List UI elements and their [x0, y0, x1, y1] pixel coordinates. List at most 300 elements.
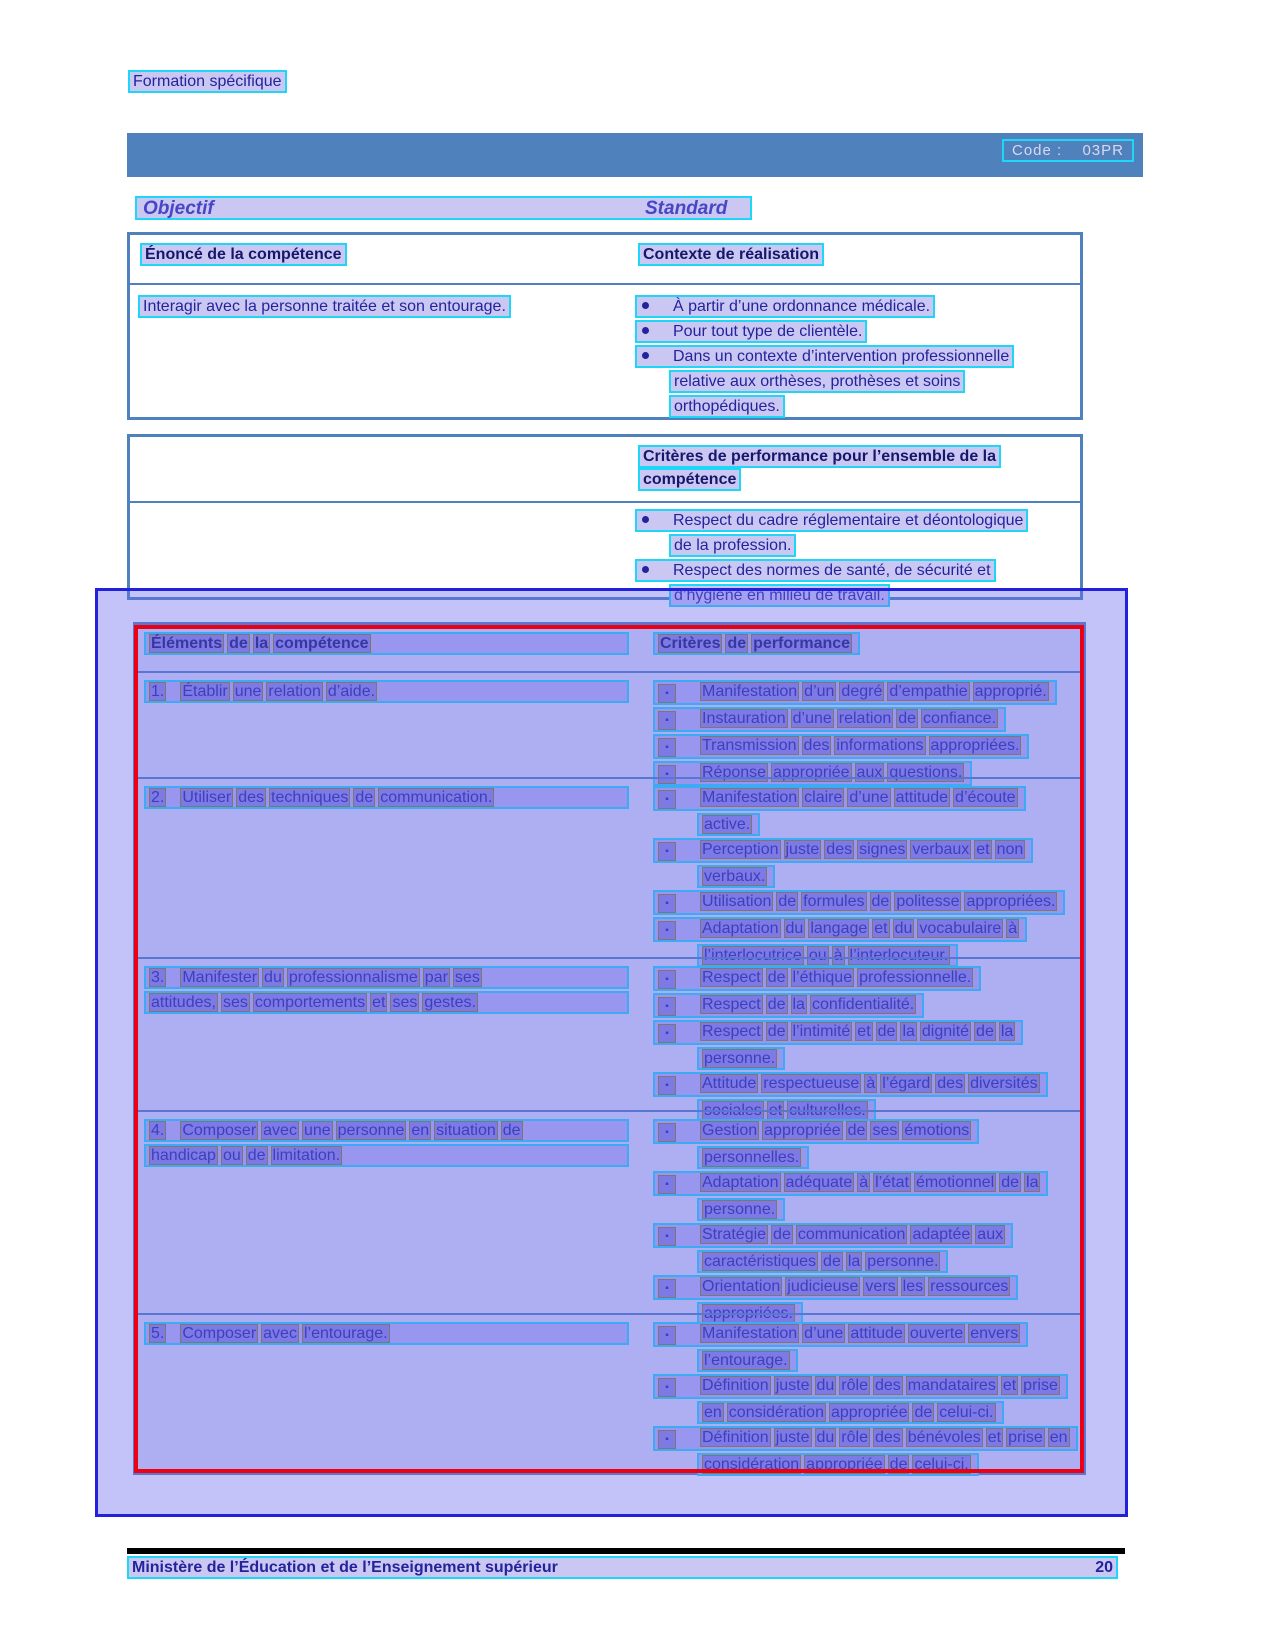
bullet-icon: ▪ [658, 1123, 676, 1142]
ocr-word-box: envers [970, 1325, 1019, 1342]
elements-cell [136, 673, 641, 777]
bullet-line [653, 786, 1083, 813]
ocr-line-box: Dans un contexte d’intervention professionnelle [635, 345, 1014, 368]
ocr-word-box: Définition [702, 1429, 769, 1446]
table3-row [136, 777, 1083, 964]
ocr-word-box: de [976, 1023, 994, 1040]
bullet-line [635, 534, 1080, 559]
ocr-word-box: Stratégie [702, 1226, 767, 1243]
ocr-word-box: émotions [904, 1122, 970, 1139]
ocr-word-box: de [767, 1023, 786, 1040]
bullet-icon: ▪ [658, 997, 676, 1016]
bullet-line [653, 1250, 1083, 1275]
running-header: Formation spécifique [128, 70, 287, 93]
ocr-word-box: du [785, 920, 804, 937]
ocr-word-box: et [372, 994, 386, 1011]
ocr-word-box: d’une [804, 1325, 844, 1342]
ocr-word-box: verbaux. [704, 868, 766, 885]
ocr-word-box: à [859, 1174, 869, 1191]
table-enonce-contexte [127, 232, 1083, 420]
ocr-word-box: rôle [841, 1429, 868, 1446]
footer-text: Ministère de l’Éducation et de l’Enseignement supérieur [132, 1559, 558, 1576]
ocr-word-box: prise [1008, 1429, 1043, 1446]
ocr-word-box: d’une [849, 789, 889, 806]
ocr-word-box: du [894, 920, 913, 937]
ocr-word-box: juste [775, 1377, 810, 1394]
ocr-word-box: de [767, 969, 786, 986]
bullet-icon: ▪ [658, 1227, 676, 1246]
criteres-cell [641, 1315, 1083, 1473]
ocr-word-box: adaptée [912, 1226, 971, 1243]
ocr-word-box: de [778, 893, 797, 910]
ocr-word-box: Respect [702, 969, 761, 986]
ocr-line-box [653, 632, 860, 655]
ocr-word-box: l’interlocuteur. [849, 947, 949, 964]
ocr-line-box [144, 991, 629, 1014]
ocr-word-box: formules [803, 893, 865, 910]
footer [127, 1556, 1118, 1579]
ocr-word-box: Manifester [182, 969, 258, 986]
ocr-word-box: de [767, 996, 786, 1013]
ocr-word-box: ou [222, 1147, 241, 1164]
ocr-word-box: avec [263, 1325, 297, 1342]
ocr-line-box: Pour tout type de clientèle. [635, 320, 867, 343]
ocr-word-box: l’égard [882, 1075, 931, 1092]
ocr-word-box: prise [1023, 1377, 1058, 1394]
table3-row [136, 625, 1083, 671]
ocr-word-box: professionnalisme [288, 969, 418, 986]
bullet-line [653, 813, 1083, 838]
row-number: 4. [151, 1122, 165, 1139]
ocr-word-box: appropriée [806, 1456, 883, 1473]
ocr-word-box: d’écoute [955, 789, 1016, 806]
ocr-word-box: limitation. [272, 1147, 341, 1164]
ocr-word-box: dignité [921, 1023, 970, 1040]
criteres-ensemble-bullet-list [635, 509, 1080, 609]
bullet-line [653, 1171, 1083, 1198]
table-criteres-ensemble [127, 434, 1083, 604]
ocr-word-box: appropriées. [930, 737, 1020, 754]
ocr-word-box: de [1001, 1174, 1020, 1191]
row-number: 1. [151, 683, 165, 700]
table3-row [136, 957, 1083, 1119]
ocr-line-box [653, 890, 1065, 915]
ocr-line-box: de la profession. [669, 534, 796, 557]
bullet-icon [642, 327, 649, 334]
footer-rule [127, 1548, 1125, 1554]
bullet-icon: ▪ [658, 842, 676, 861]
ocr-word-box: en [1049, 1429, 1068, 1446]
ocr-word-box: l’éthique [792, 969, 853, 986]
ocr-line-box [697, 1401, 1004, 1424]
header-divider [130, 501, 1080, 503]
ocr-line-box: Respect du cadre réglementaire et déontologique [635, 509, 1028, 532]
ocr-line-box: relative aux orthèses, prothèses et soins [669, 370, 965, 393]
bullet-line [653, 1374, 1083, 1401]
bullet-line [653, 917, 1083, 944]
bullet-line [653, 838, 1083, 865]
ocr-word-box: Définition [702, 1377, 769, 1394]
bullet-line [653, 1119, 1083, 1146]
ocr-word-box: appropriée [764, 1122, 841, 1139]
ocr-word-box: personnelles. [704, 1149, 800, 1166]
ocr-word-box: ou [808, 947, 827, 964]
ocr-line-box [144, 786, 629, 809]
ocr-word-box: l’entourage. [704, 1352, 788, 1369]
ocr-line-box [653, 917, 1027, 942]
ocr-word-box: communication [797, 1226, 906, 1243]
ocr-word-box: Respect [702, 996, 761, 1013]
ocr-word-box: la [792, 996, 805, 1013]
ocr-word-box: de [773, 1226, 791, 1243]
ocr-word-box: Utiliser [182, 789, 232, 806]
criteres-cell [641, 625, 1083, 671]
bullet-icon: ▪ [658, 765, 676, 784]
ocr-word-box: signes [859, 841, 906, 858]
competence-statement: Interagir avec la personne traitée et son entourage. [138, 295, 511, 318]
header-line [638, 445, 1001, 468]
bullet-icon: ▪ [658, 1326, 676, 1345]
ocr-word-box: appropriée [830, 1404, 908, 1421]
ocr-word-box: la [902, 1023, 915, 1040]
ocr-line-box [653, 707, 1006, 732]
ocr-word-box: personne. [867, 1253, 939, 1270]
row-number: 5. [151, 1325, 165, 1342]
bullet-line [635, 320, 1080, 345]
ocr-word-box: une [234, 683, 262, 700]
ocr-word-box: non [996, 841, 1024, 858]
ocr-line-box [653, 838, 1033, 863]
bullet-line [653, 993, 1083, 1020]
ocr-word-box: approprié. [974, 683, 1047, 700]
ocr-word-box: politesse [896, 893, 960, 910]
ocr-word-box: par [424, 969, 448, 986]
criteres-cell [641, 959, 1083, 1119]
bullet-line [635, 345, 1080, 370]
ocr-word-box: ressources [930, 1278, 1009, 1295]
ocr-word-box: de [502, 1122, 521, 1139]
elements-cell [136, 779, 641, 957]
ocr-line-box [653, 1322, 1028, 1347]
ocr-word-box: de [847, 1122, 866, 1139]
ocr-word-box: Orientation [702, 1278, 781, 1295]
bullet-icon [642, 302, 649, 309]
ocr-word-box: ses [454, 969, 480, 986]
ocr-word-box: questions. [889, 764, 963, 781]
ocr-word-box: claire [804, 789, 843, 806]
ocr-word-box: du [816, 1429, 835, 1446]
bullet-line [653, 680, 1083, 707]
ocr-word-box: d’un [804, 683, 835, 700]
ocr-word-box: juste [775, 1429, 810, 1446]
code-value: 03PR [1082, 142, 1124, 159]
ocr-word-box: Critères [660, 635, 721, 652]
ocr-line-box: Respect des normes de santé, de sécurité et [635, 559, 996, 582]
ocr-word-box: l’état [875, 1174, 909, 1191]
ocr-word-box: Attitude [702, 1075, 757, 1092]
ocr-line-box [653, 1020, 1023, 1045]
ocr-word-box: des [803, 737, 830, 754]
header-line [653, 632, 1083, 657]
ocr-line-box [144, 1144, 629, 1167]
ocr-line-box [653, 1171, 1048, 1196]
ocr-word-box: Gestion [702, 1122, 758, 1139]
ocr-word-box: attitudes, [151, 994, 216, 1011]
header-line [638, 468, 1001, 491]
ocr-line-box [697, 1250, 948, 1273]
bullet-line [653, 865, 1083, 890]
bullet-line [653, 1072, 1083, 1099]
ocr-word-box: performance [753, 635, 851, 652]
ocr-word-box: en [411, 1122, 430, 1139]
bullet-icon: ▪ [658, 1076, 676, 1095]
ocr-word-box: l’interlocutrice [704, 947, 802, 964]
ocr-word-box: la [847, 1253, 861, 1270]
ocr-word-box: confiance. [923, 710, 996, 727]
ocr-line-box [697, 813, 760, 836]
ocr-word-box: des [874, 1429, 901, 1446]
ocr-line-box [653, 993, 924, 1018]
ocr-line-box: compétence [638, 468, 741, 491]
ocr-word-box: du [816, 1377, 835, 1394]
bullet-line [653, 1047, 1083, 1072]
ocr-word-box: personne [337, 1122, 405, 1139]
ocr-word-box: comportements [254, 994, 366, 1011]
ocr-word-box: d’empathie [889, 683, 968, 700]
ocr-word-box: la [1000, 1023, 1014, 1040]
ocr-word-box: de [871, 893, 890, 910]
ocr-word-box: appropriée [773, 764, 850, 781]
table-rows [136, 625, 1083, 1472]
bullet-icon [642, 516, 649, 523]
ocr-word-box: la [254, 635, 269, 652]
ocr-word-box: émotionnel [915, 1174, 995, 1191]
ocr-word-box: en [704, 1404, 722, 1421]
criteres-cell [641, 1112, 1083, 1322]
ocr-word-box: respectueuse [763, 1075, 860, 1092]
ocr-word-box: Perception [702, 841, 779, 858]
ocr-word-box: de [914, 1404, 933, 1421]
ocr-line-box [653, 734, 1029, 759]
row-number: 3. [151, 969, 165, 986]
ocr-line-box [697, 1146, 809, 1169]
bullet-line [635, 509, 1080, 534]
ocr-line-box [653, 1374, 1068, 1399]
ocr-word-box: Manifestation [702, 789, 798, 806]
standard-heading: Standard [645, 198, 728, 219]
ocr-word-box: Éléments [151, 635, 223, 652]
ocr-word-box: à [866, 1075, 876, 1092]
bullet-icon: ▪ [658, 1378, 676, 1397]
ocr-line-box: orthopédiques. [669, 395, 785, 418]
ocr-word-box: de [727, 635, 747, 652]
elements-cell [136, 959, 641, 1110]
ocr-word-box: professionnelle. [859, 969, 972, 986]
bullet-icon: ▪ [658, 1175, 676, 1194]
ocr-line-box [697, 1198, 785, 1221]
ocr-word-box: personne. [704, 1201, 776, 1218]
ocr-word-box: handicap [151, 1147, 216, 1164]
col1-header: Énoncé de la compétence [140, 243, 347, 266]
ocr-word-box: d’une [792, 710, 832, 727]
ocr-word-box: des [238, 789, 265, 806]
ocr-word-box: juste [785, 841, 820, 858]
bullet-icon: ▪ [658, 790, 676, 809]
criteres-cell [641, 779, 1083, 964]
ocr-line-box [697, 1047, 785, 1070]
code-box [1002, 139, 1134, 162]
bullet-line [635, 370, 1080, 395]
ocr-word-box: attitude [895, 789, 949, 806]
ocr-word-box: celui-ci. [914, 1456, 969, 1473]
ocr-line-box [653, 966, 981, 991]
bullet-line [653, 707, 1083, 734]
ocr-word-box: verbaux [912, 841, 970, 858]
ocr-line-box [653, 1072, 1048, 1097]
ocr-word-box: Utilisation [702, 893, 772, 910]
ocr-word-box: confidentialité. [811, 996, 915, 1013]
ocr-word-box: personne. [704, 1050, 776, 1067]
bullet-icon: ▪ [658, 894, 676, 913]
ocr-word-box: Adaptation [702, 920, 779, 937]
ocr-word-box: ouverte [909, 1325, 964, 1342]
bullet-icon: ▪ [658, 1279, 676, 1298]
bullet-icon: ▪ [658, 1430, 676, 1449]
ocr-word-box: rôle [841, 1377, 868, 1394]
ocr-line-box [653, 680, 1057, 705]
ocr-word-box: de [229, 635, 248, 652]
ocr-word-box: à [1008, 920, 1018, 937]
ocr-line-box: Critères de performance pour l’ensemble de la [638, 445, 1001, 468]
ocr-word-box: techniques [271, 789, 349, 806]
ocr-word-box: ses [222, 994, 248, 1011]
row-number: 2. [151, 789, 165, 806]
ocr-word-box: de [877, 1023, 896, 1040]
criteres-cell [641, 673, 1083, 781]
title-bar [127, 133, 1143, 177]
bullet-line [653, 966, 1083, 993]
bullet-icon: ▪ [658, 1024, 676, 1043]
ocr-word-box: du [264, 969, 282, 986]
ocr-word-box: de [898, 710, 917, 727]
ocr-word-box: informations [836, 737, 924, 754]
ocr-word-box: situation [436, 1122, 496, 1139]
ocr-word-box: Réponse [702, 764, 767, 781]
ocr-line-box [653, 1119, 979, 1144]
ocr-word-box: Manifestation [702, 1325, 798, 1342]
ocr-word-box: compétence [275, 635, 369, 652]
ocr-line-box [697, 1453, 979, 1476]
col2-header: Contexte de réalisation [638, 243, 824, 266]
bullet-line [653, 1349, 1083, 1374]
ocr-word-box: la [1026, 1174, 1039, 1191]
ocr-word-box: d’aide. [327, 683, 376, 700]
ocr-line-box [653, 1426, 1078, 1451]
ocr-word-box: aux [977, 1226, 1004, 1243]
bullet-line [635, 295, 1080, 320]
bullet-line [653, 890, 1083, 917]
ocr-line-box [697, 865, 775, 888]
ocr-word-box: attitude [850, 1325, 903, 1342]
elements-cell [136, 625, 641, 671]
ocr-word-box: Instauration [702, 710, 786, 727]
ocr-word-box: langage [810, 920, 868, 937]
bullet-line [635, 559, 1080, 584]
ocr-word-box: Respect [702, 1023, 761, 1040]
bullet-icon [642, 566, 649, 573]
ocr-word-box: Établir [182, 683, 228, 700]
bullet-line [653, 1020, 1083, 1047]
ocr-word-box: considération [728, 1404, 824, 1421]
ocr-word-box: et [987, 1429, 1002, 1446]
ocr-line-box [697, 1349, 798, 1372]
ocr-word-box: de [889, 1456, 908, 1473]
ocr-word-box: adéquate [785, 1174, 853, 1191]
ocr-word-box: caractéristiques [704, 1253, 817, 1270]
table3-row [136, 1110, 1083, 1322]
bullet-icon [642, 352, 649, 359]
bullet-line [653, 1401, 1083, 1426]
ocr-word-box: Composer [182, 1325, 257, 1342]
ocr-word-box: l’entourage. [303, 1325, 388, 1342]
ocr-word-box: bénévoles [907, 1429, 981, 1446]
bullet-line [635, 395, 1080, 420]
ocr-word-box: celui-ci. [939, 1404, 994, 1421]
objectif-standard-bar [135, 196, 752, 220]
table-elements-criteres [133, 622, 1086, 1475]
ocr-line-box [653, 1223, 1013, 1248]
ocr-word-box: Composer [182, 1122, 257, 1139]
ocr-word-box: de [355, 789, 374, 806]
ocr-line-box [144, 1119, 629, 1142]
ocr-word-box: et [768, 1102, 783, 1119]
objectif-heading: Objectif [143, 198, 214, 219]
ocr-line-box [144, 1322, 629, 1345]
ocr-word-box: ses [872, 1122, 898, 1139]
ocr-word-box: mandataires [907, 1377, 996, 1394]
ocr-word-box: appropriées. [704, 1305, 793, 1322]
ocr-word-box: degré [841, 683, 883, 700]
ocr-word-box: des [874, 1377, 901, 1394]
bullet-line [653, 1146, 1083, 1171]
ocr-word-box: Adaptation [702, 1174, 779, 1191]
ocr-word-box: aux [856, 764, 883, 781]
bullet-line [653, 1322, 1083, 1349]
elements-cell [136, 1112, 641, 1313]
ocr-word-box: relation [838, 710, 892, 727]
page-number: 20 [1095, 1559, 1113, 1576]
ocr-word-box: culturelles. [789, 1102, 866, 1119]
ocr-word-box: ses [392, 994, 418, 1011]
bullet-icon: ▪ [658, 684, 676, 703]
bullet-line [653, 1223, 1083, 1250]
ocr-word-box: appropriées. [966, 893, 1056, 910]
bullet-line [653, 1426, 1083, 1453]
ocr-word-box: l’intimité [792, 1023, 851, 1040]
ocr-line-box [144, 680, 629, 703]
ocr-line-box: À partir d’une ordonnance médicale. [635, 295, 935, 318]
bullet-icon: ▪ [658, 711, 676, 730]
ocr-word-box: vers [865, 1278, 896, 1295]
ocr-word-box: et [857, 1023, 871, 1040]
criteres-ensemble-header [638, 445, 1001, 491]
ocr-word-box: communication. [380, 789, 493, 806]
contexte-bullet-list [635, 295, 1080, 420]
ocr-word-box: relation [268, 683, 321, 700]
ocr-word-box: gestes. [424, 994, 476, 1011]
ocr-word-box: des [826, 841, 853, 858]
ocr-word-box: Transmission [702, 737, 797, 754]
